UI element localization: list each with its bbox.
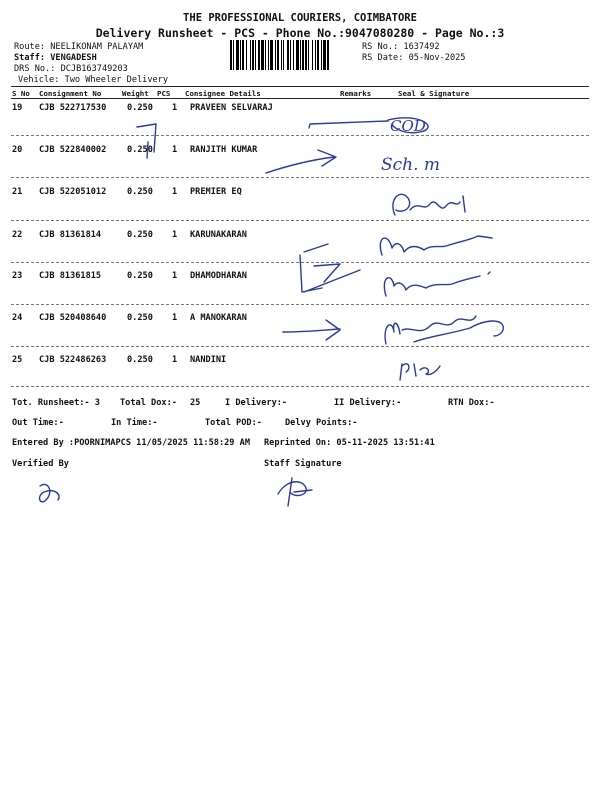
row-divider (11, 386, 589, 387)
row-consignee: KARUNAKARAN (190, 230, 247, 240)
header-rule-bottom (11, 98, 589, 99)
row-weight: 0.250 (127, 313, 153, 323)
staff-label: Staff: VENGADESH (14, 53, 97, 63)
row-sno: 20 (12, 145, 23, 155)
table-row (0, 271, 600, 313)
row-divider (11, 262, 589, 263)
row-pcs: 1 (172, 103, 178, 113)
row-sno: 22 (12, 230, 23, 240)
table-row (0, 230, 600, 272)
vehicle-label: Vehicle: Two Wheeler Delivery (18, 75, 169, 85)
verified-by: Verified By (12, 459, 69, 469)
total-pod: Total POD:- (205, 418, 262, 428)
row-pcs: 1 (172, 313, 178, 323)
table-row (0, 313, 600, 355)
row-divider (11, 304, 589, 305)
total-dox-label: Total Dox:- (120, 398, 177, 408)
row-pcs: 1 (172, 230, 178, 240)
row-pcs: 1 (172, 145, 178, 155)
total-runsheet: Tot. Runsheet:- 3 (12, 398, 100, 408)
row-sno: 23 (12, 271, 23, 281)
row-consignment: CJB 520408640 (39, 313, 107, 323)
runsheet-subtitle: Delivery Runsheet - PCS - Phone No.:9047080280 - Page No.:3 (95, 26, 505, 40)
table-row (0, 145, 600, 187)
row-weight: 0.250 (127, 355, 153, 365)
table-row (0, 103, 600, 145)
row-pcs: 1 (172, 187, 178, 197)
row-weight: 0.250 (127, 271, 153, 281)
row-weight: 0.250 (127, 145, 153, 155)
row-weight: 0.250 (127, 187, 153, 197)
staff-initial (278, 478, 312, 506)
row-divider (11, 220, 589, 221)
col-pcs: PCS (157, 89, 171, 98)
second-delivery: II Delivery:- (334, 398, 402, 408)
row-consignee: RANJITH KUMAR (190, 145, 258, 155)
col-weight: Weight (122, 89, 149, 98)
rs-date: RS Date: 05-Nov-2025 (362, 53, 466, 63)
row-consignee: PRAVEEN SELVARAJ (190, 103, 273, 113)
col-consignee: Consignee Details (185, 89, 261, 98)
row-divider (11, 346, 589, 347)
col-seal: Seal & Signature (398, 89, 470, 98)
row-sno: 21 (12, 187, 23, 197)
row-consignee: DHAMODHARAN (190, 271, 247, 281)
row-divider (11, 135, 589, 136)
row-pcs: 1 (172, 355, 178, 365)
verified-initial (40, 484, 60, 501)
row-sno: 24 (12, 313, 23, 323)
total-dox-value: 25 (190, 398, 201, 408)
col-consignment: Consignment No (39, 89, 102, 98)
entered-by: Entered By :POORNIMAPCS 11/05/2025 11:58:29 AM (12, 438, 250, 448)
table-row (0, 187, 600, 229)
col-sno: S No (12, 89, 30, 98)
drs-number: DRS No.: DCJB163749203 (14, 64, 128, 74)
reprinted-on: Reprinted On: 05-11-2025 13:51:41 (264, 438, 435, 448)
first-delivery: I Delivery:- (225, 398, 288, 408)
rs-number: RS No.: 1637492 (362, 42, 440, 52)
row-consignee: A MANOKARAN (190, 313, 247, 323)
route-label: Route: NEELIKONAM PALAYAM (14, 42, 144, 52)
row-consignment: CJB 522051012 (39, 187, 107, 197)
row-sno: 25 (12, 355, 23, 365)
col-remarks: Remarks (340, 89, 372, 98)
handwritten-cod: COD (390, 117, 426, 135)
row-consignment: CJB 522717530 (39, 103, 107, 113)
header-rule-top (11, 86, 589, 87)
out-time: Out Time:- (12, 418, 64, 428)
row-consignment: CJB 81361815 (39, 271, 102, 281)
row-weight: 0.250 (127, 103, 153, 113)
row-consignment: CJB 81361814 (39, 230, 102, 240)
barcode (230, 40, 358, 70)
row-consignment: CJB 522486263 (39, 355, 107, 365)
row-consignee: PREMIER EQ (190, 187, 242, 197)
row-sno: 19 (12, 103, 23, 113)
row-consignment: CJB 522840002 (39, 145, 107, 155)
row-weight: 0.250 (127, 230, 153, 240)
barcode-bar (329, 40, 330, 70)
delivery-points: Delvy Points:- (285, 418, 358, 428)
row-divider (11, 177, 589, 178)
handwritten-sch-m: Sch. m (381, 155, 441, 175)
rtn-dox: RTN Dox:- (448, 398, 495, 408)
row-consignee: NANDINI (190, 355, 227, 365)
staff-signature-label: Staff Signature (264, 459, 342, 469)
company-title: THE PROFESSIONAL COURIERS, COIMBATORE (183, 12, 417, 24)
table-row (0, 355, 600, 397)
in-time: In Time:- (111, 418, 158, 428)
row-pcs: 1 (172, 271, 178, 281)
